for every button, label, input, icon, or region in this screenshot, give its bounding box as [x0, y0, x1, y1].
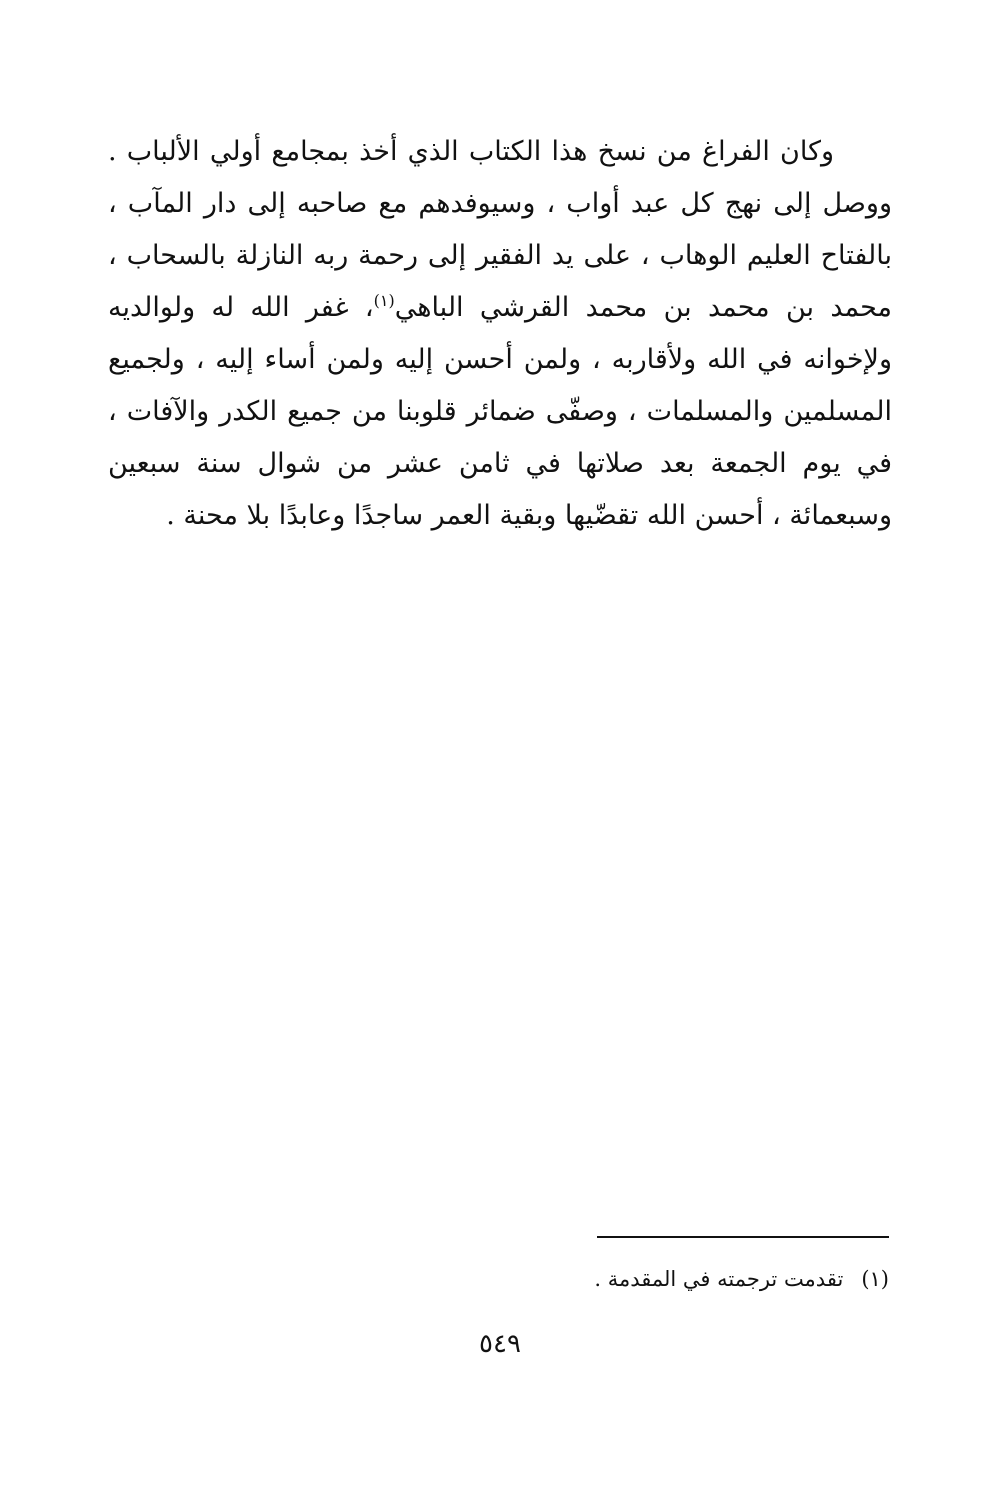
footnote [480, 1264, 889, 1294]
footnote-number: (١) [861, 1267, 889, 1291]
text-line: وسبعمائة ، أحسن الله تقضّيها وبقية العمر ساجدًا وعابدًا بلا محنة . [166, 500, 892, 531]
footnote-divider [597, 1236, 889, 1238]
text-line: ووصل إلى نهج كل عبد أواب ، وسيوفدهم مع صاحبه إلى دار المآب ، [108, 188, 892, 219]
text-line: بالفتاح العليم الوهاب ، على يد الفقير إلى رحمة ربه النازلة بالسحاب ، [108, 240, 892, 271]
main-text-block [108, 126, 892, 542]
text-line: المسلمين والمسلمات ، وصفّى ضمائر قلوبنا من جميع الكدر والآفات ، [108, 396, 892, 427]
text-line: ولإخوانه في الله ولأقاربه ، ولمن أحسن إليه ولمن أساء إليه ، ولجميع [108, 344, 892, 375]
text-line: وكان الفراغ من نسخ هذا الكتاب الذي أخذ بمجامع أولي الألباب . [108, 136, 834, 167]
text-segment: ، غفر الله له ولوالديه [108, 292, 374, 323]
text-segment: محمد بن محمد بن محمد القرشي الباهي [394, 292, 892, 323]
text-line: في يوم الجمعة بعد صلاتها في ثامن عشر من شوال سنة سبعين [108, 448, 892, 479]
footnote-reference[interactable]: (١) [373, 291, 395, 310]
text-line-with-footnote [108, 282, 892, 334]
page-number: ٥٤٩ [479, 1329, 521, 1359]
footnote-text: تقدمت ترجمته في المقدمة . [594, 1267, 844, 1291]
